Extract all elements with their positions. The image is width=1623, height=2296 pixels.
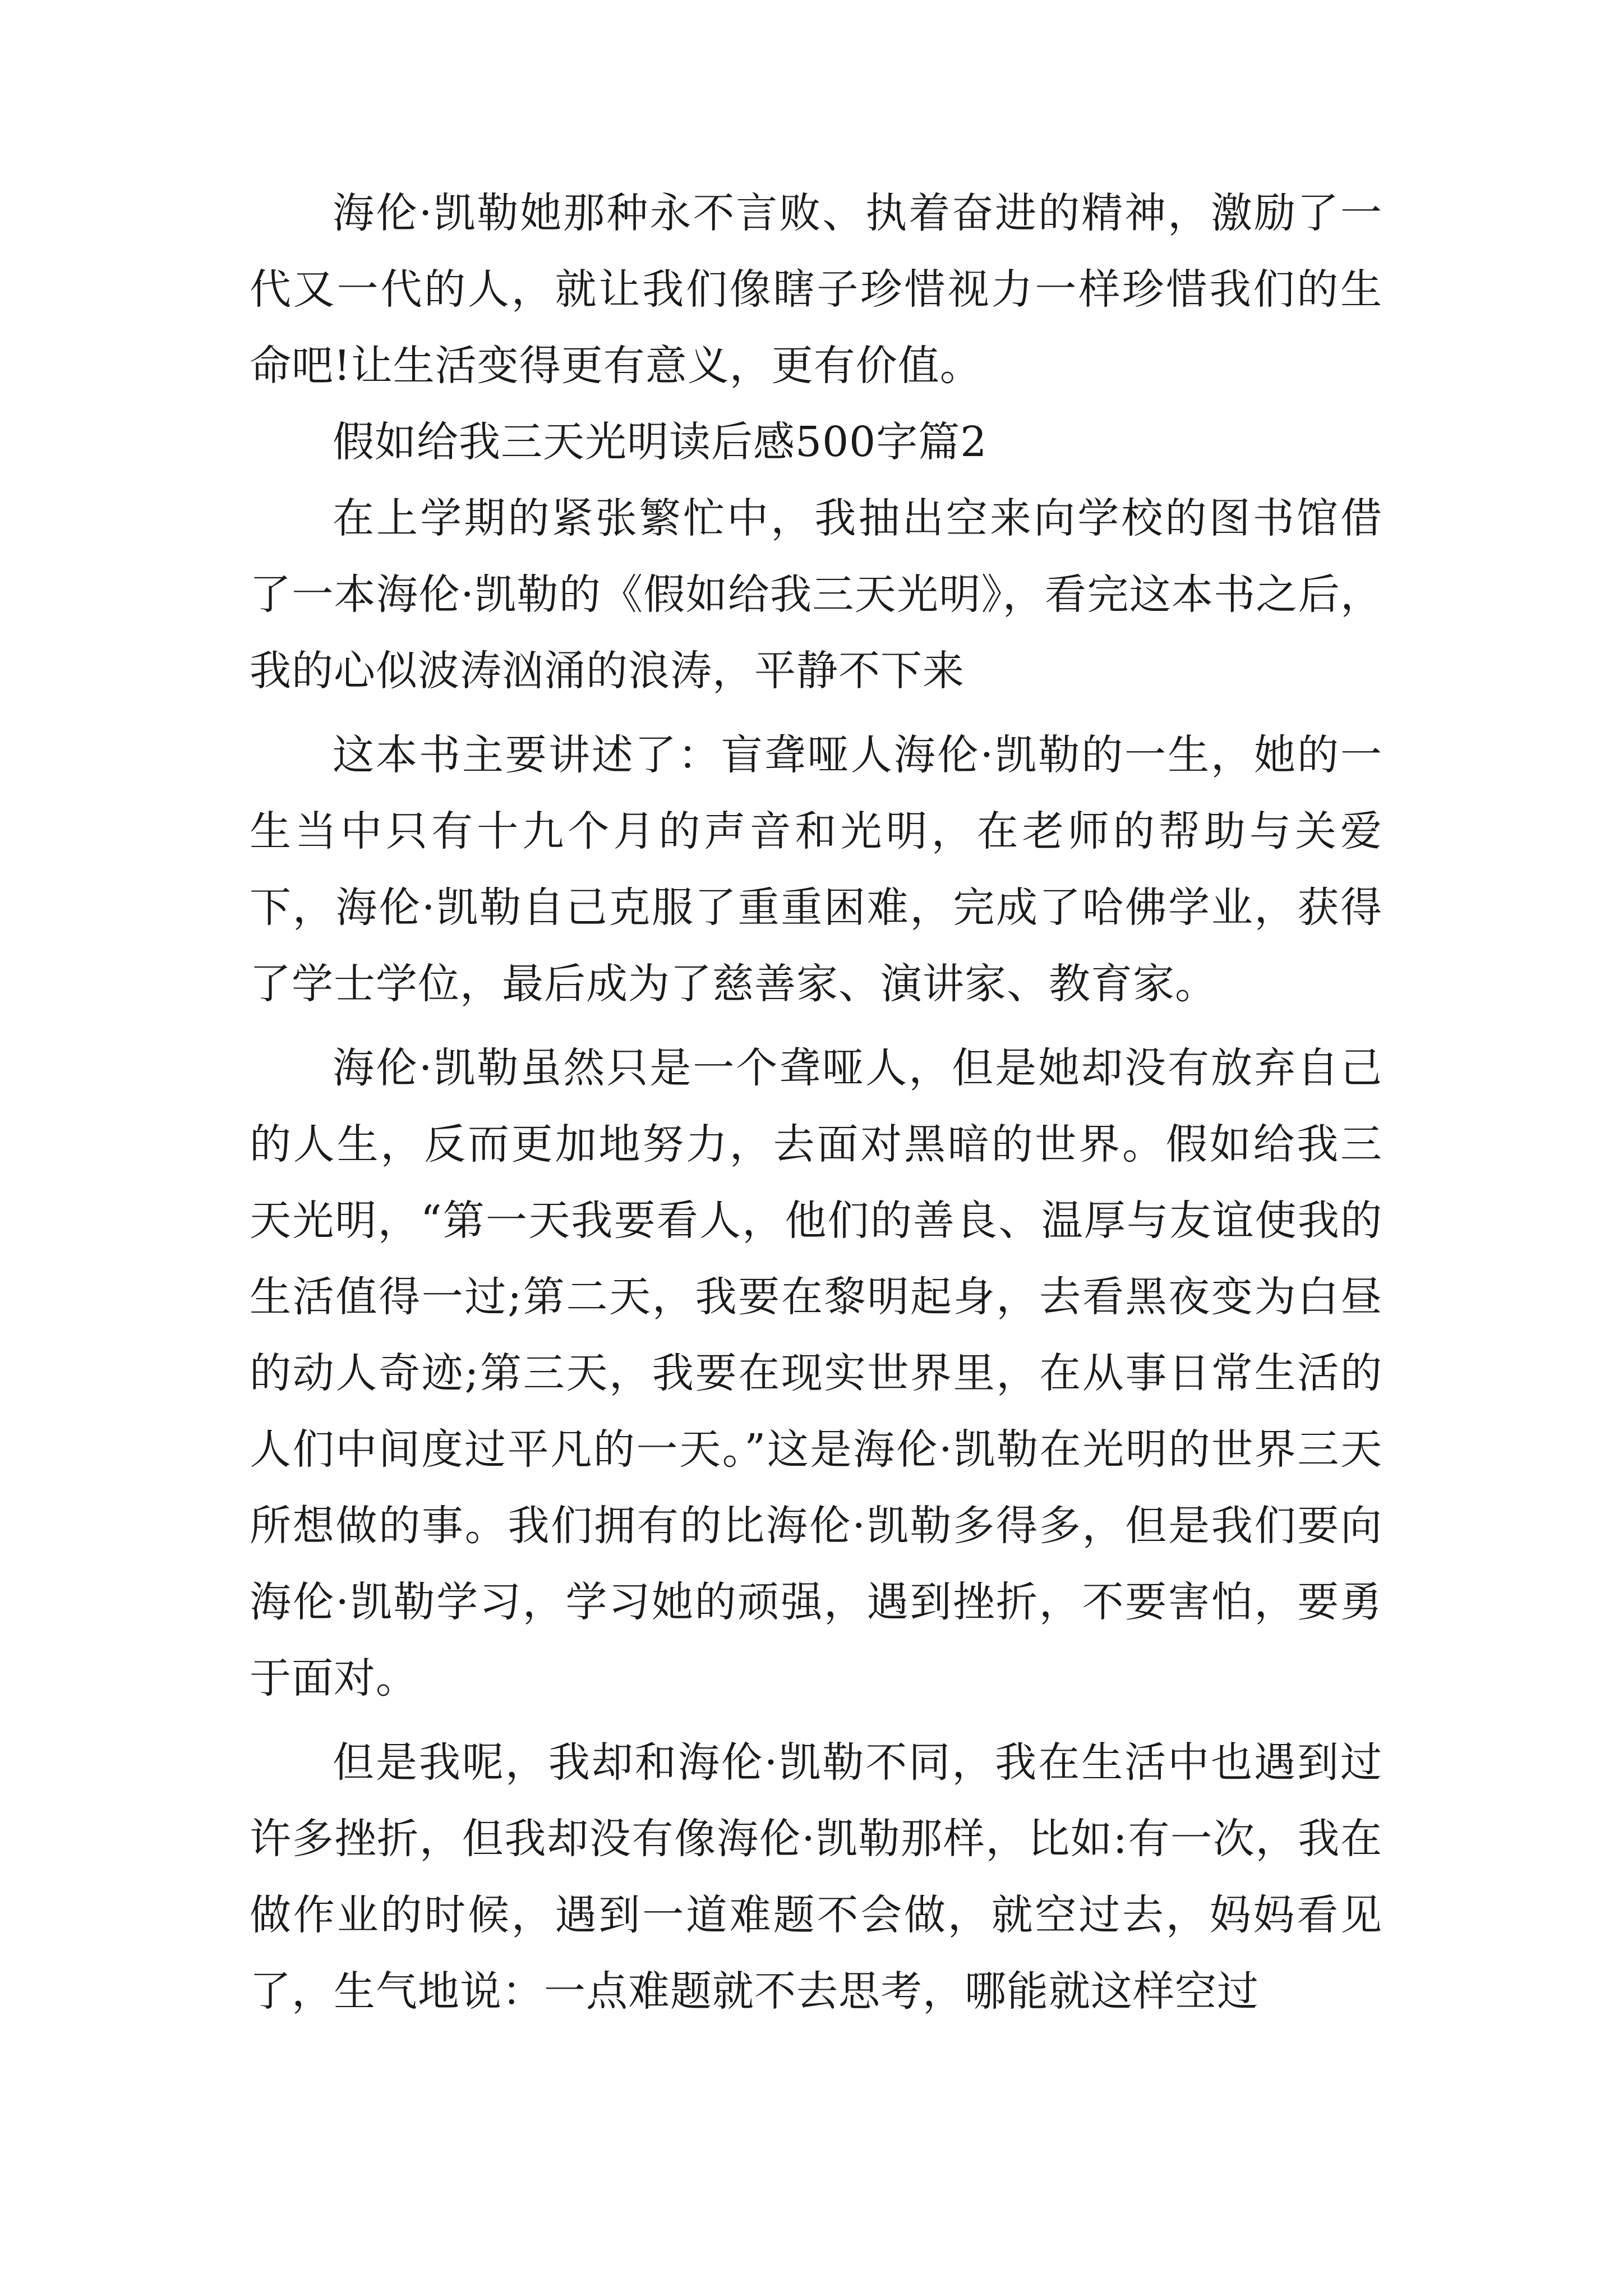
paragraph-intro: 在上学期的紧张繁忙中，我抽出空来向学校的图书馆借了一本海伦·凯勒的《假如给我三天光明》，看完这本书之后，我的心似波涛汹涌的浪涛，平静不下来 <box>250 494 1382 695</box>
paragraph-three-days: 海伦·凯勒虽然只是一个聋哑人，但是她却没有放弃自己的人生，反而更加地努力，去面对黑暗的世界。假如给我三天光明，“第一天我要看人，他们的善良、温厚与友谊使我的生活值得一过;第二天，我要在黎明起身，去看黑夜变为白昼的动人奇迹;第三天，我要在现实世界里，在从事日常生活的人们中间度过平凡的一天。”这是海伦·凯勒在光明的世界三天所想做的事。我们拥有的比海伦·凯勒多得多，但是我们要向海伦·凯勒学习，学习她的顽强，遇到挫折，不要害怕，要勇于面对。 <box>250 1044 1382 1703</box>
paragraph-summary: 这本书主要讲述了：盲聋哑人海伦·凯勒的一生，她的一生当中只有十九个月的声音和光明，在老师的帮助与关爱下，海伦·凯勒自己克服了重重困难，完成了哈佛学业，获得了学士学位，最后成为了慈善家、演讲家、教育家。 <box>250 731 1382 1008</box>
document-body <box>250 175 1382 2030</box>
paragraph-closing-1: 海伦·凯勒她那种永不言败、执着奋进的精神，激励了一代又一代的人，就让我们像瞎子珍惜视力一样珍惜我们的生命吧!让生活变得更有意义，更有价值。 <box>250 189 1382 390</box>
paragraph-personal: 但是我呢，我却和海伦·凯勒不同，我在生活中也遇到过许多挫折，但我却没有像海伦·凯勒那样，比如:有一次，我在做作业的时候，遇到一道难题不会做，就空过去，妈妈看见了，生气地说：一点难题就不去思考，哪能就这样空过 <box>250 1738 1382 2016</box>
section-heading: 假如给我三天光明读后感500字篇2 <box>333 418 988 466</box>
